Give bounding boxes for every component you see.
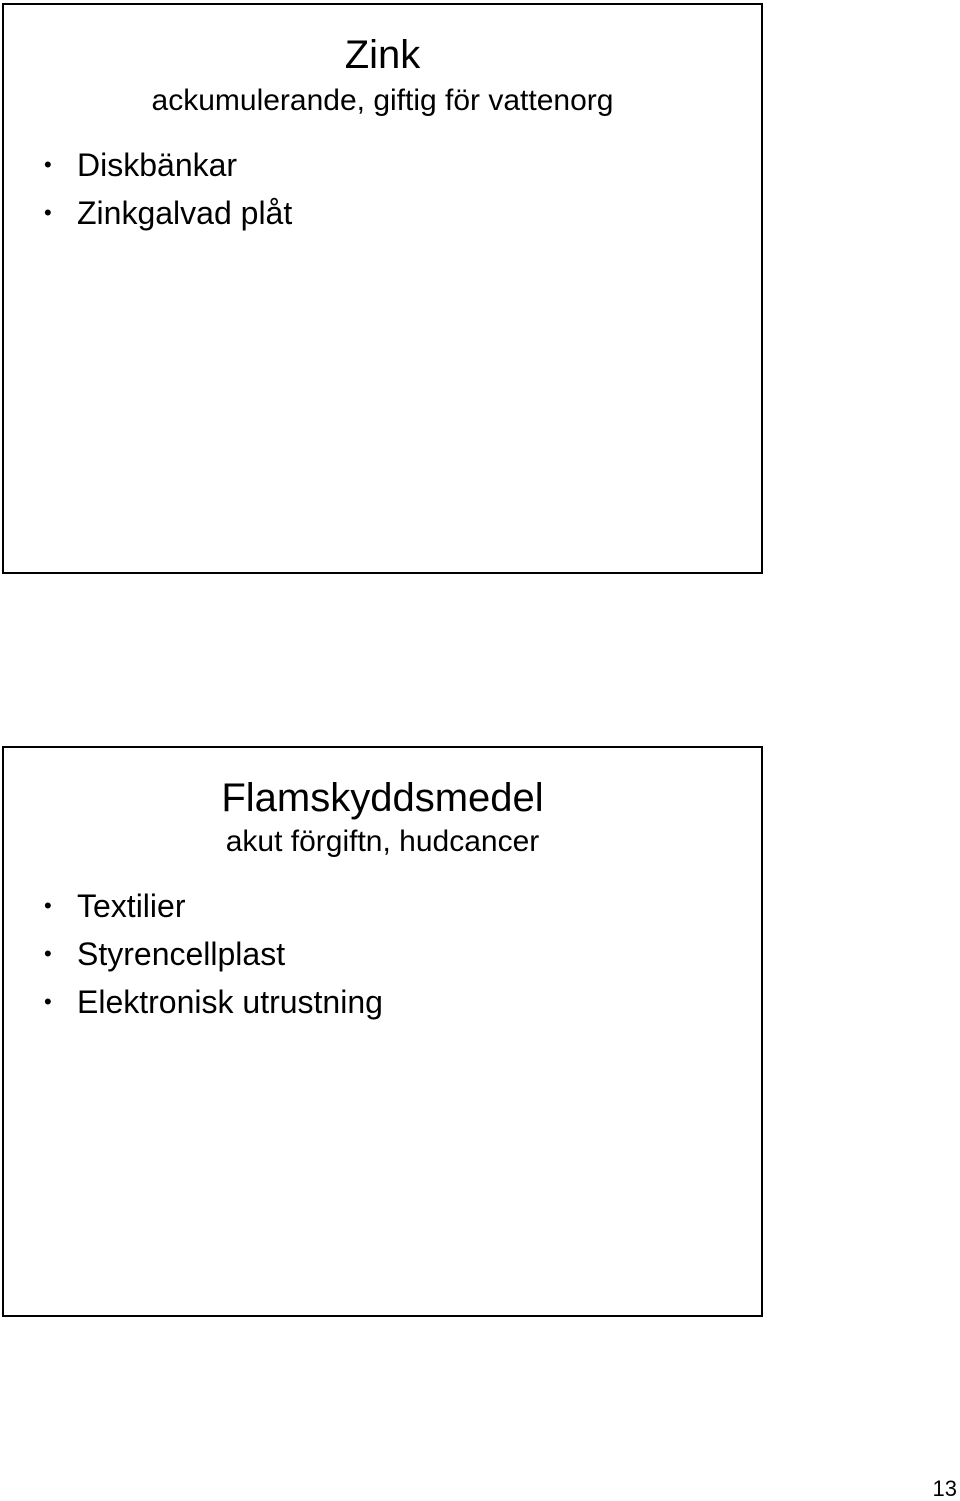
bullet-item <box>44 930 383 978</box>
bullet-icon: • <box>44 989 52 1014</box>
slide-subtitle: ackumulerande, giftig för vattenorg <box>151 84 614 117</box>
bullet-list <box>44 882 383 1026</box>
slide-title: Flamskyddsmedel <box>221 776 544 820</box>
page-number: 13 <box>932 1476 957 1501</box>
bullet-item <box>44 141 292 189</box>
bullet-item <box>44 189 292 237</box>
slide-subtitle: akut förgiftn, hudcancer <box>225 825 540 858</box>
bullet-icon: • <box>44 152 52 177</box>
bullet-icon: • <box>44 941 52 966</box>
bullet-text: Styrencellplast <box>77 936 286 972</box>
bullet-text: Elektronisk utrustning <box>77 984 383 1020</box>
bullet-icon: • <box>44 893 52 918</box>
bullet-text: Zinkgalvad plåt <box>77 195 293 231</box>
slide-zink <box>2 3 763 574</box>
bullet-item <box>44 978 383 1026</box>
slide-flamskyddsmedel <box>2 746 763 1317</box>
slide-title: Zink <box>344 33 421 77</box>
bullet-list <box>44 141 292 237</box>
bullet-text: Diskbänkar <box>77 147 238 183</box>
bullet-icon: • <box>44 200 52 225</box>
bullet-text: Textilier <box>77 888 186 924</box>
bullet-item <box>44 882 383 930</box>
